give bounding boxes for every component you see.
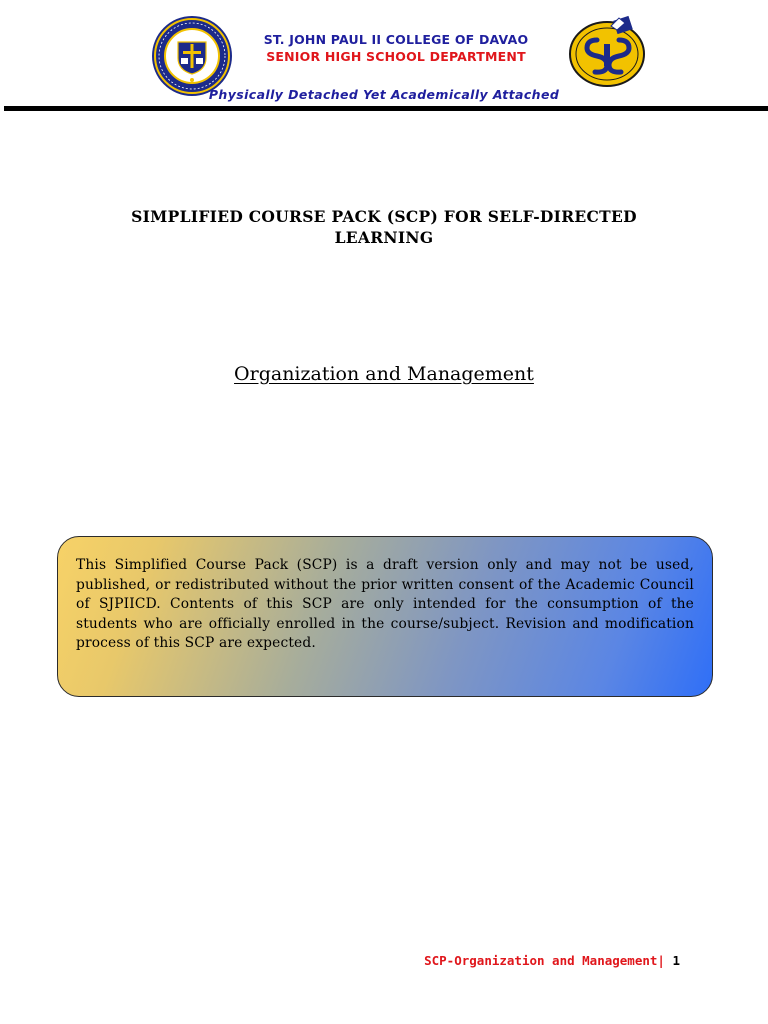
header-divider <box>4 106 768 111</box>
footer-separator: | <box>657 953 665 968</box>
notice-box <box>57 536 713 697</box>
shs-logo-icon <box>567 14 647 88</box>
department-name: SENIOR HIGH SCHOOL DEPARTMENT <box>266 49 526 64</box>
school-name: ST. JOHN PAUL II COLLEGE OF DAVAO <box>263 32 529 47</box>
page-footer <box>300 953 680 968</box>
motto: Physically Detached Yet Academically Attached <box>208 87 560 102</box>
subject-title: Organization and Management <box>234 363 534 385</box>
page-number: 1 <box>672 953 680 968</box>
notice-text: This Simplified Course Pack (SCP) is a draft version only and may not be used, published, or redistributed without the prior written consent of the Academic Council of SJPIICD. Contents of this SCP are only intended for the consumption of the students who are officially enrolled in the course/subject. Revision and modification process of this SCP are expected. <box>76 557 694 651</box>
footer-label: SCP-Organization and Management <box>424 953 658 968</box>
document-title: SIMPLIFIED COURSE PACK (SCP) FOR SELF-DIRECTED LEARNING <box>131 207 637 247</box>
